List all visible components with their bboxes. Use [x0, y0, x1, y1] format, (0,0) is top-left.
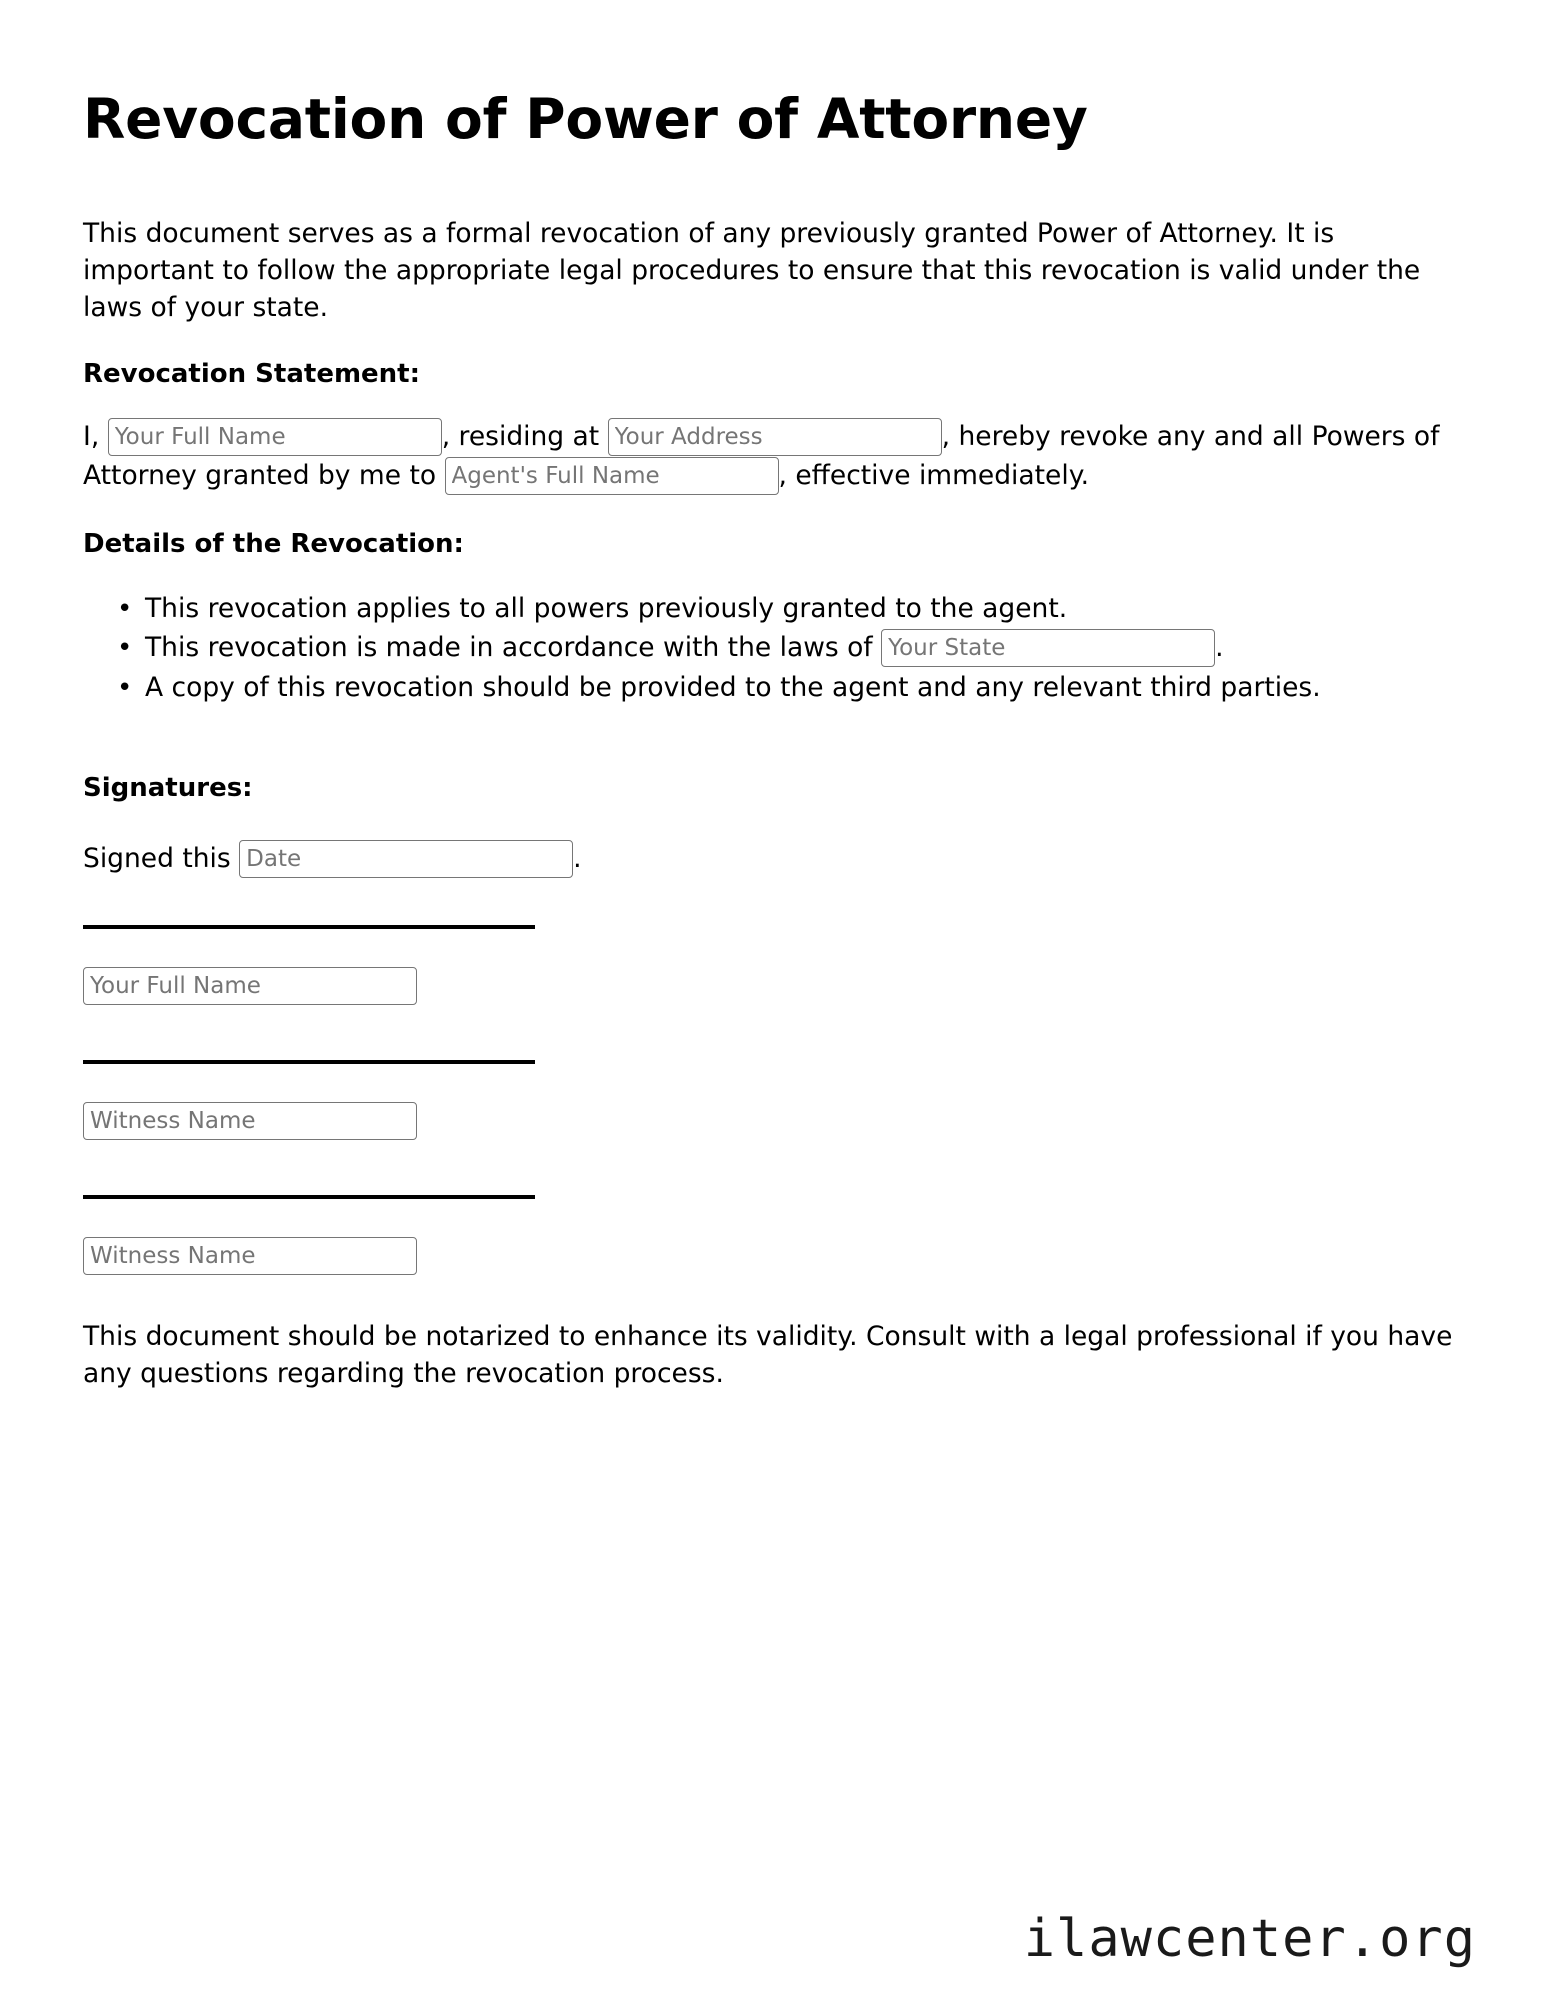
state-field-wrapper	[881, 628, 1215, 667]
witness-1-name-input[interactable]	[83, 1102, 417, 1140]
details-list	[83, 590, 1473, 707]
site-watermark: ilawcenter.org	[1023, 1909, 1476, 1969]
section-heading-revocation-statement: Revocation Statement:	[83, 359, 421, 389]
full-name-input[interactable]	[108, 418, 442, 456]
section-heading-signatures: Signatures:	[83, 773, 253, 803]
signature-line	[83, 925, 535, 929]
intro-paragraph: This document serves as a formal revocation of any previously granted Power of Attorney. It is important to follow the appropriate legal procedures to ensure that this revocation is valid under the laws of your state.	[83, 218, 1421, 323]
statement-text-4: , effective immediately.	[778, 460, 1090, 491]
page-title: Revocation of Power of Attorney	[83, 87, 1088, 151]
signature-line	[83, 1195, 535, 1199]
section-heading-details: Details of the Revocation:	[83, 529, 464, 559]
signature-line	[83, 1060, 535, 1064]
full-name-field-wrapper	[108, 417, 442, 456]
bullet-text: This revocation is made in accordance with the laws of	[145, 632, 873, 663]
agent-name-field-wrapper	[445, 456, 779, 495]
signature-block-signer	[83, 925, 683, 1005]
bullet-text: This revocation applies to all powers previously granted to the agent.	[145, 593, 1068, 624]
statement-text-3: , hereby revoke any and all Powers of Attorney granted by me to	[83, 421, 1440, 491]
address-input[interactable]	[608, 418, 942, 456]
list-item	[145, 669, 1473, 707]
state-input[interactable]	[881, 629, 1215, 667]
statement-text-1: I,	[83, 421, 100, 452]
witness-2-name-input[interactable]	[83, 1237, 417, 1275]
closing-paragraph: This document should be notarized to enhance its validity. Consult with a legal professional if you have any questions regarding the revocation process.	[83, 1321, 1453, 1389]
signer-name-input[interactable]	[83, 967, 417, 1005]
revocation-statement-block	[83, 418, 1473, 496]
signed-this-label: Signed this	[83, 843, 231, 874]
signature-block-witness-1	[83, 1060, 683, 1140]
bullet-text-suffix: .	[1215, 632, 1224, 663]
list-item	[145, 590, 1473, 628]
details-block	[83, 590, 1473, 708]
agent-name-input[interactable]	[445, 457, 779, 495]
address-field-wrapper	[608, 417, 942, 456]
list-item	[145, 629, 1473, 668]
bullet-text: A copy of this revocation should be provided to the agent and any relevant third parties.	[145, 672, 1321, 703]
date-input[interactable]	[239, 840, 573, 878]
date-field-wrapper	[239, 839, 573, 878]
signed-this-row	[83, 840, 582, 879]
statement-text-2: , residing at	[441, 421, 600, 452]
signed-this-suffix: .	[573, 843, 582, 874]
signature-block-witness-2	[83, 1195, 683, 1275]
